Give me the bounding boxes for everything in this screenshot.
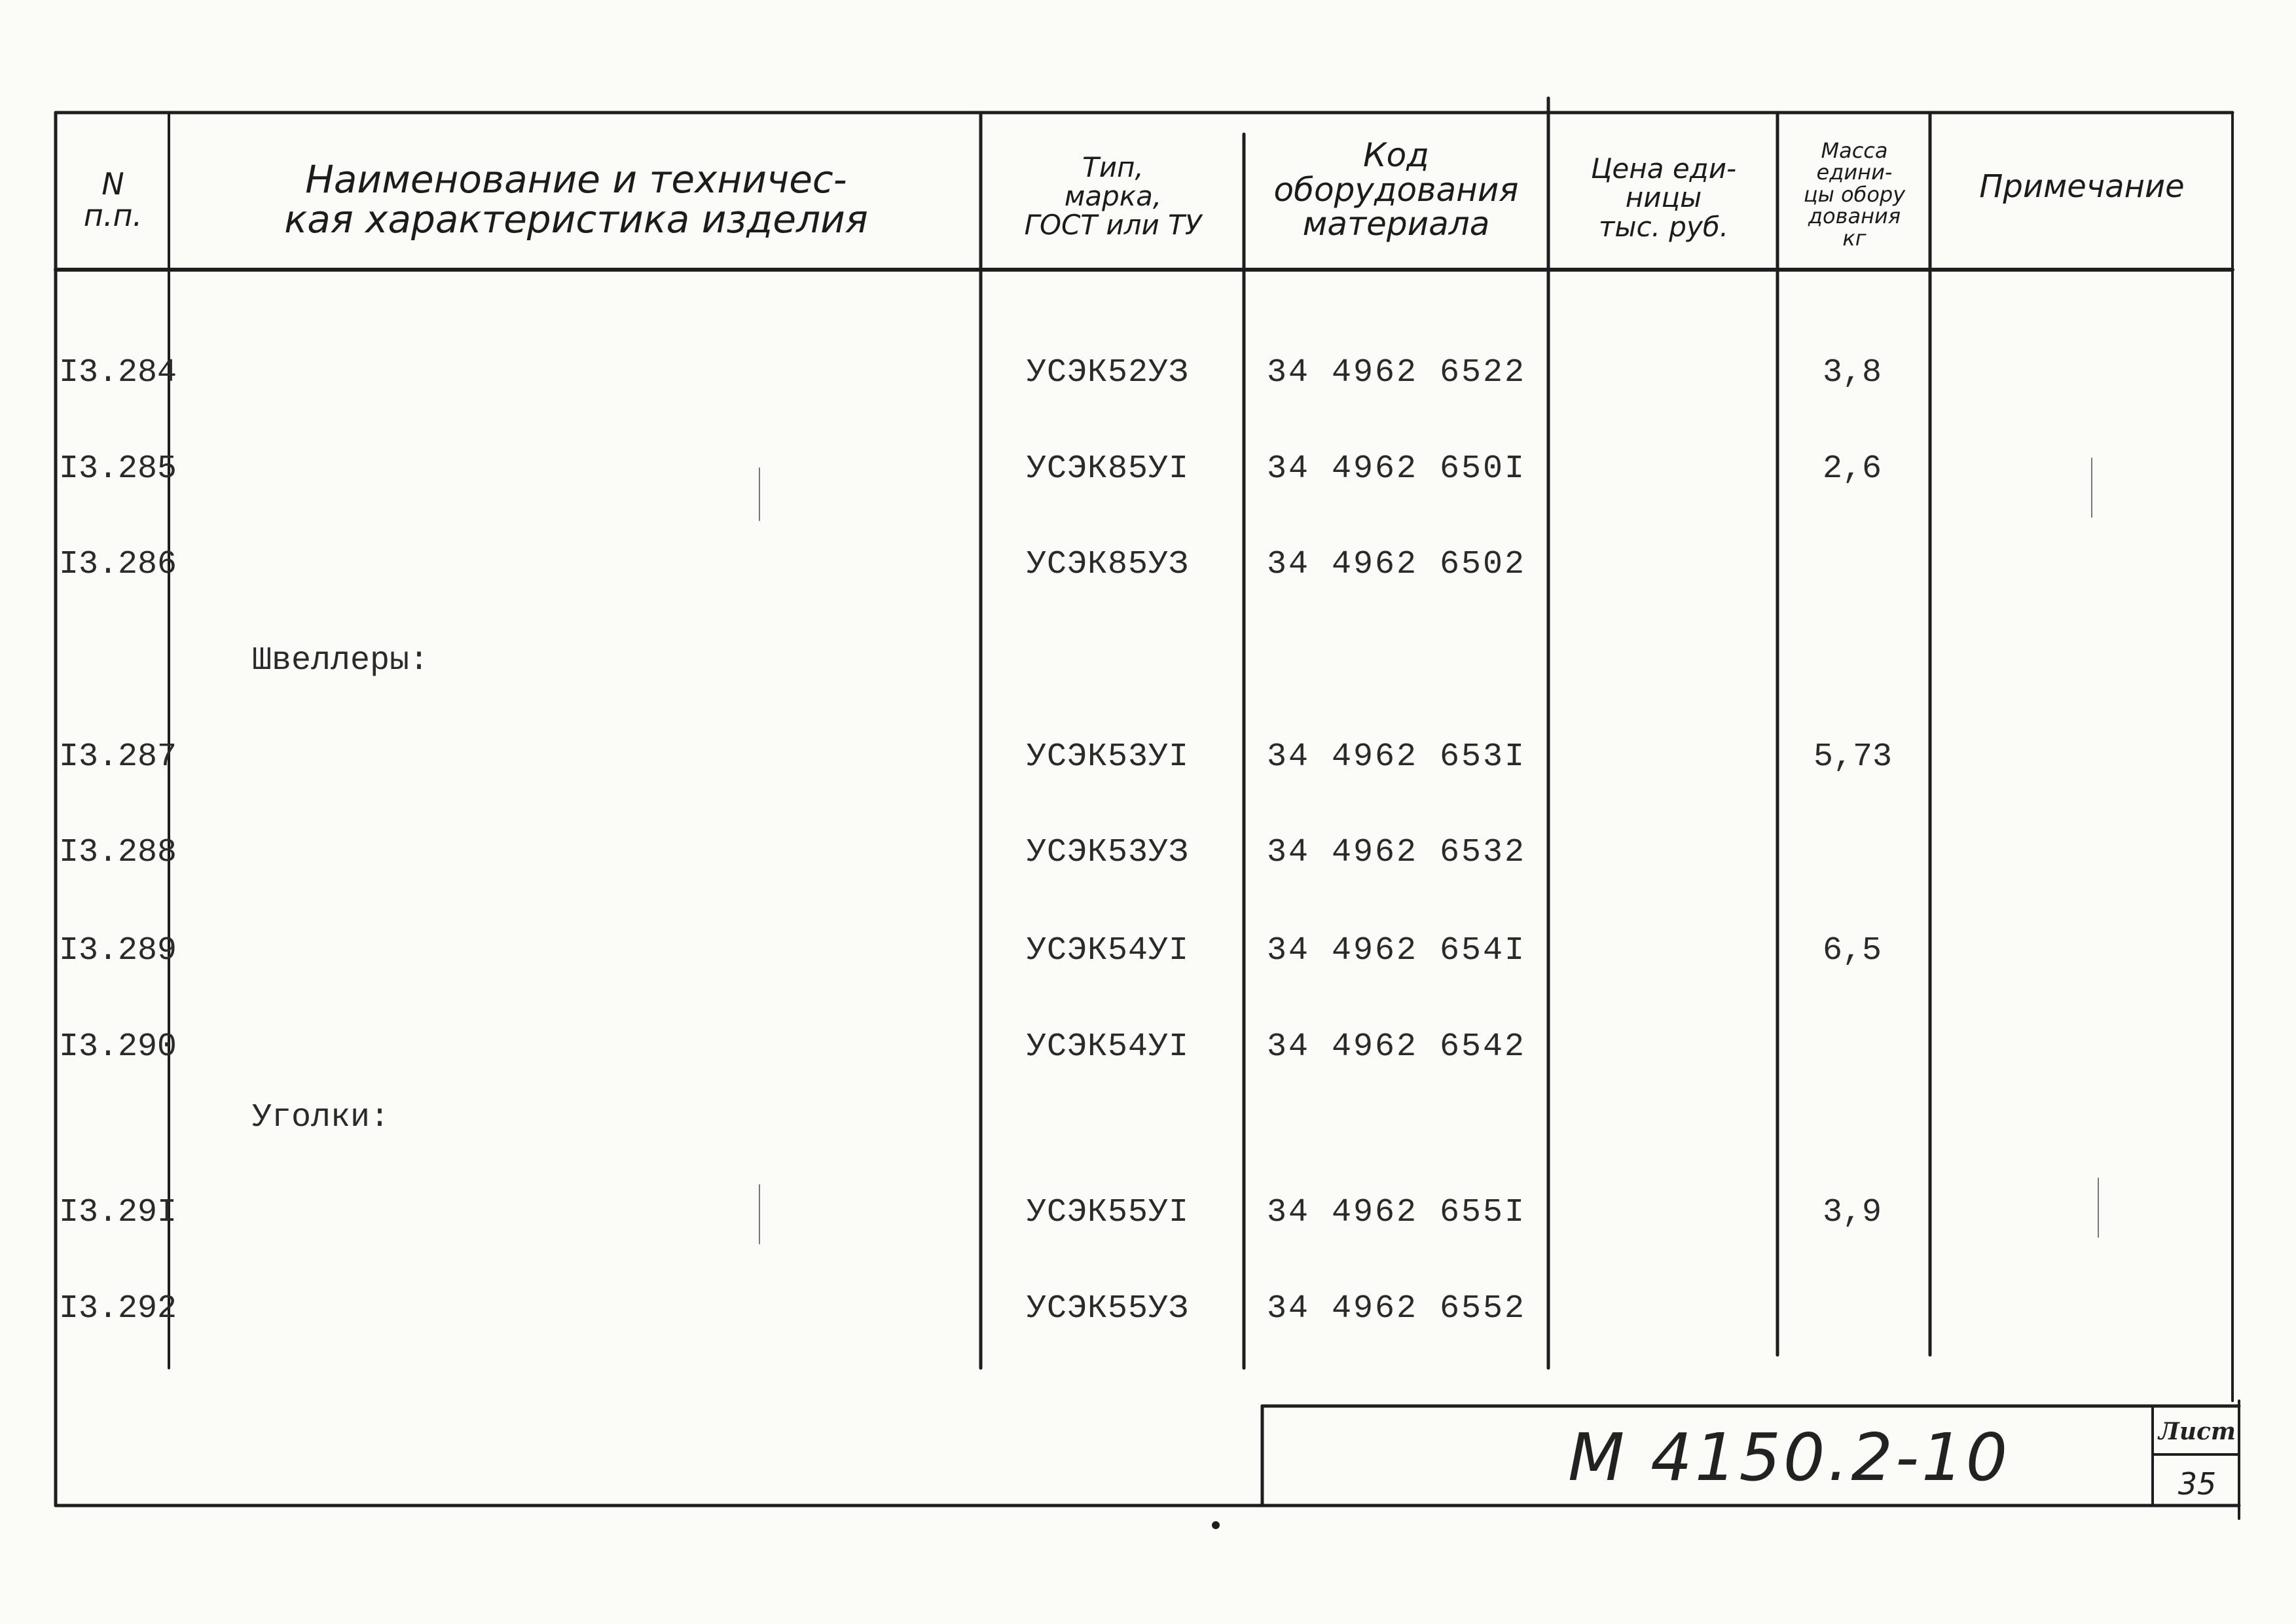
- row-code: 34 4962 6532: [1267, 834, 1527, 871]
- sheet-number: 35: [2178, 1466, 2217, 1502]
- header-note: Примечание: [1979, 168, 2185, 205]
- row-number: I3.29I: [59, 1194, 177, 1231]
- row-mass: 3,8: [1823, 354, 1882, 391]
- header-name: Наименование и техничес- кая характеристика изделия: [284, 157, 868, 242]
- row-number: I3.287: [59, 738, 177, 776]
- row-code: 34 4962 653I: [1267, 738, 1527, 776]
- header-type: Тип, марка, ГОСТ или ТУ: [1024, 151, 1202, 242]
- row-code: 34 4962 6522: [1267, 354, 1527, 391]
- row-mass: 3,9: [1823, 1194, 1882, 1231]
- row-code: 34 4962 6542: [1267, 1028, 1527, 1066]
- section-label-angles: Уголки:: [252, 1099, 390, 1136]
- row-mark: УСЭК54УI: [1027, 932, 1190, 969]
- sheet-label: Лист: [2158, 1418, 2236, 1445]
- row-number: I3.289: [59, 932, 177, 969]
- row-mass: 5,73: [1813, 738, 1893, 776]
- row-number: I3.285: [59, 450, 177, 488]
- row-mass: 2,6: [1823, 450, 1882, 488]
- row-code: 34 4962 6552: [1267, 1290, 1527, 1327]
- row-code: 34 4962 650I: [1267, 450, 1527, 488]
- row-mark: УСЭК55УЗ: [1027, 1290, 1190, 1327]
- row-code: 34 4962 6502: [1267, 546, 1527, 583]
- row-mark: УСЭК85УЗ: [1027, 546, 1190, 583]
- header-code: Код оборудования материала: [1273, 136, 1519, 244]
- row-number: I3.286: [59, 546, 177, 583]
- row-mark: УСЭК53УI: [1027, 738, 1190, 776]
- header-mass: Масса едини- цы обору дования кг: [1803, 137, 1906, 251]
- row-code: 34 4962 654I: [1267, 932, 1527, 969]
- row-mark: УСЭК54УI: [1027, 1028, 1190, 1066]
- row-number: I3.284: [59, 354, 177, 391]
- row-mark: УСЭК85УI: [1027, 450, 1190, 488]
- row-mark: УСЭК53УЗ: [1027, 834, 1190, 871]
- row-code: 34 4962 655I: [1267, 1194, 1527, 1231]
- section-label-channels: Швеллеры:: [252, 642, 429, 679]
- row-number: I3.288: [59, 834, 177, 871]
- document-number: М 4150.2-10: [1568, 1419, 2011, 1496]
- row-number: I3.290: [59, 1028, 177, 1066]
- header-price: Цена еди- ницы тыс. руб.: [1590, 153, 1737, 243]
- header-number: N п.п.: [83, 166, 143, 233]
- row-number: I3.292: [59, 1290, 177, 1327]
- row-mass: 6,5: [1823, 932, 1882, 969]
- row-mark: УСЭК55УI: [1027, 1194, 1190, 1231]
- row-mark: УСЭК52УЗ: [1027, 354, 1190, 391]
